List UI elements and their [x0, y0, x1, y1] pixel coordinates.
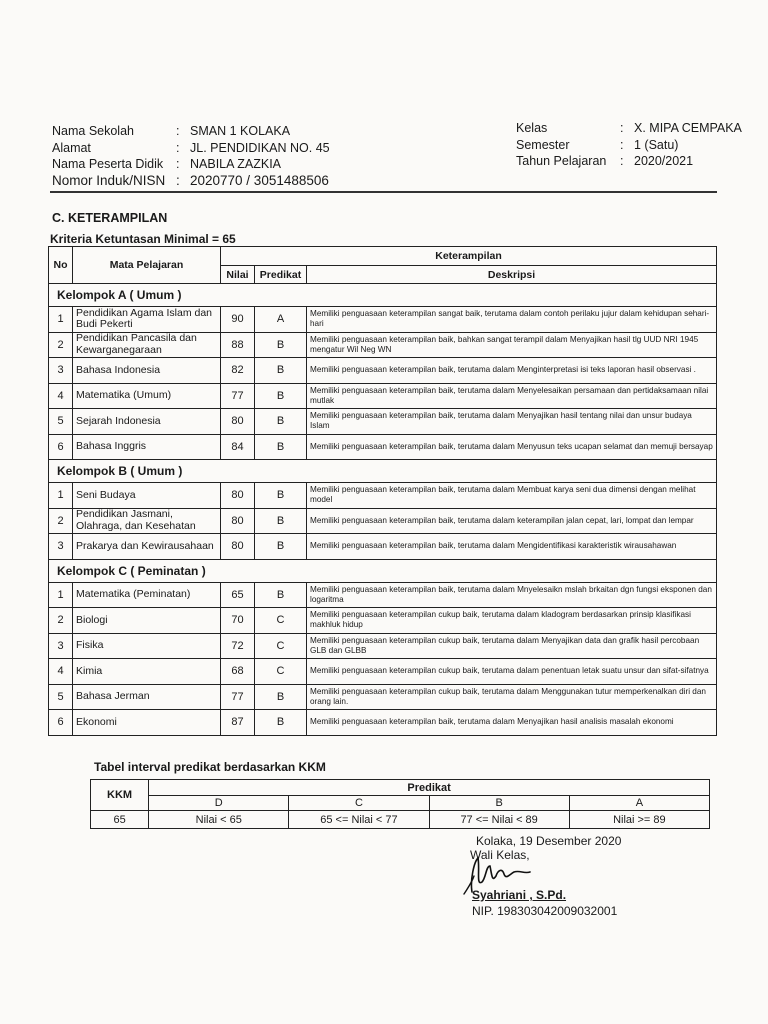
score-value: 87	[221, 710, 255, 736]
student-info-left	[52, 123, 350, 189]
info-separator: :	[176, 124, 180, 138]
predicate-value: C	[255, 659, 307, 685]
row-number: 6	[49, 710, 73, 736]
interval-grade-d: D	[149, 796, 289, 811]
info-label: Tahun Pelajaran	[516, 154, 607, 168]
interval-range-c: 65 <= Nilai < 77	[289, 811, 429, 829]
interval-grade-row	[91, 796, 710, 811]
row-number: 3	[49, 633, 73, 659]
skill-description: Memiliki penguasaan keterampilan cukup baik, terutama dalam kladogram berdasarkan prinsip klasifikasi makhluk hidup	[307, 608, 717, 634]
skill-description: Memiliki penguasaan keterampilan baik, terutama dalam Mnyelesaikn mslah brkaitan dgn fungsi eksponen dan logaritma	[307, 582, 717, 608]
interval-predicate-header: Predikat	[149, 780, 710, 796]
table-row	[49, 383, 717, 409]
table-row	[49, 684, 717, 710]
predicate-value: B	[255, 483, 307, 509]
interval-header-row	[91, 780, 710, 796]
info-separator: :	[620, 154, 624, 168]
info-label: Nomor Induk/NISN	[52, 172, 166, 188]
skill-description: Memiliki penguasaan keterampilan baik, terutama dalam Menginterpretasi isi teks laporan hasil observasi .	[307, 358, 717, 384]
interval-grade-a: A	[569, 796, 709, 811]
predicate-value: B	[255, 383, 307, 409]
table-header-row	[49, 247, 717, 266]
interval-table-title: Tabel interval predikat berdasarkan KKM	[94, 760, 326, 774]
info-separator: :	[620, 137, 624, 152]
info-student-name-row	[52, 156, 350, 173]
subject-name: Biologi	[73, 608, 221, 634]
info-label: Alamat	[52, 140, 91, 155]
group-title: Kelompok A ( Umum )	[49, 284, 717, 307]
predicate-value: C	[255, 608, 307, 634]
table-row	[49, 710, 717, 736]
signature-role: Wali Kelas,	[470, 848, 530, 862]
score-value: 80	[221, 409, 255, 435]
subject-name: Bahasa Jerman	[73, 684, 221, 710]
table-row	[49, 332, 717, 358]
section-title: C. KETERAMPILAN	[52, 211, 168, 225]
table-row	[49, 307, 717, 333]
predicate-value: B	[255, 684, 307, 710]
subject-name: Pendidikan Jasmani, Olahraga, dan Kesehatan	[73, 508, 221, 534]
skill-description: Memiliki penguasaan keterampilan baik, terutama dalam keterampilan jalan cepat, lari, lompat dan lempar	[307, 508, 717, 534]
score-value: 80	[221, 483, 255, 509]
info-address-row	[52, 140, 350, 157]
column-header-subject: Mata Pelajaran	[73, 247, 221, 284]
score-value: 77	[221, 383, 255, 409]
teacher-name: Syahriani , S.Pd.	[472, 888, 567, 902]
skill-description: Memiliki penguasaan keterampilan baik, terutama dalam Menyusun teks ucapan selamat dan memuji bersayap	[307, 434, 717, 460]
predicate-value: B	[255, 534, 307, 560]
skill-description: Memiliki penguasaan keterampilan cukup baik, terutama dalam Menggunakan tutur memperkenalkan diri dan orang lain.	[307, 684, 717, 710]
subject-name: Ekonomi	[73, 710, 221, 736]
table-row	[49, 409, 717, 435]
table-row	[49, 483, 717, 509]
kkm-criteria: Kriteria Ketuntasan Minimal = 65	[50, 232, 236, 246]
table-row	[49, 358, 717, 384]
score-value: 84	[221, 434, 255, 460]
table-row	[49, 434, 717, 460]
interval-kkm-header: KKM	[91, 780, 149, 811]
interval-grade-c: C	[289, 796, 429, 811]
skill-description: Memiliki penguasaan keterampilan sangat baik, terutama dalam contoh perilaku jujur dalam kehidupan sehari-hari	[307, 307, 717, 333]
grades-body	[49, 284, 717, 736]
column-header-skill: Keterampilan	[221, 247, 717, 266]
info-separator: :	[620, 121, 624, 135]
subject-name: Bahasa Inggris	[73, 434, 221, 460]
row-number: 4	[49, 659, 73, 685]
row-number: 1	[49, 483, 73, 509]
predicate-value: B	[255, 434, 307, 460]
score-value: 72	[221, 633, 255, 659]
info-label: Nama Sekolah	[52, 124, 134, 138]
info-semester-row	[516, 137, 742, 154]
interval-value-row	[91, 811, 710, 829]
header-divider	[50, 191, 717, 193]
row-number: 6	[49, 434, 73, 460]
interval-range-b: 77 <= Nilai < 89	[429, 811, 569, 829]
info-label: Semester	[516, 137, 570, 152]
predicate-value: B	[255, 409, 307, 435]
column-header-description: Deskripsi	[307, 266, 717, 284]
info-separator: :	[176, 140, 180, 155]
score-value: 68	[221, 659, 255, 685]
skill-description: Memiliki penguasaan keterampilan baik, terutama dalam Membuat karya seni dua dimensi dengan melihat model	[307, 483, 717, 509]
info-value: 1 (Satu)	[634, 137, 679, 152]
info-nisn-row	[52, 173, 350, 190]
skill-description: Memiliki penguasaan keterampilan baik, terutama dalam Menyajikan hasil tentang nilai dan unsur budaya Islam	[307, 409, 717, 435]
row-number: 3	[49, 358, 73, 384]
row-number: 1	[49, 307, 73, 333]
table-row	[49, 608, 717, 634]
interval-grade-b: B	[429, 796, 569, 811]
subject-name: Fisika	[73, 633, 221, 659]
student-info-right	[516, 120, 742, 170]
predicate-value: B	[255, 710, 307, 736]
table-row	[49, 633, 717, 659]
predicate-value: B	[255, 582, 307, 608]
skill-description: Memiliki penguasaan keterampilan baik, bahkan sangat terampil dalam Menyajikan hasil tlg UUD NRI 1945 mengatur Wil Neg WN	[307, 332, 717, 358]
info-year-row	[516, 153, 742, 170]
info-class-row	[516, 120, 742, 137]
table-row	[49, 582, 717, 608]
interval-kkm-value: 65	[91, 811, 149, 829]
score-value: 77	[221, 684, 255, 710]
group-title: Kelompok B ( Umum )	[49, 460, 717, 483]
subject-name: Seni Budaya	[73, 483, 221, 509]
score-value: 90	[221, 307, 255, 333]
info-value: SMAN 1 KOLAKA	[190, 124, 291, 138]
row-number: 3	[49, 534, 73, 560]
predicate-value: B	[255, 332, 307, 358]
subject-name: Kimia	[73, 659, 221, 685]
group-header-row	[49, 284, 717, 307]
score-value: 70	[221, 608, 255, 634]
group-header-row	[49, 559, 717, 582]
table-row	[49, 659, 717, 685]
group-header-row	[49, 460, 717, 483]
row-number: 5	[49, 684, 73, 710]
info-value: 2020770 / 3051488506	[190, 172, 329, 188]
skill-description: Memiliki penguasaan keterampilan cukup baik, terutama dalam penentuan letak suatu unsur dan sifat-sifatnya	[307, 659, 717, 685]
interval-range-d: Nilai < 65	[149, 811, 289, 829]
column-header-no: No	[49, 247, 73, 284]
info-separator: :	[176, 172, 180, 188]
skill-description: Memiliki penguasaan keterampilan baik, terutama dalam Menyelesaikan persamaan dan pertidaksamaan nilai mutlak	[307, 383, 717, 409]
column-header-predicate: Predikat	[255, 266, 307, 284]
row-number: 4	[49, 383, 73, 409]
column-header-score: Nilai	[221, 266, 255, 284]
subject-name: Matematika (Umum)	[73, 383, 221, 409]
score-value: 82	[221, 358, 255, 384]
row-number: 2	[49, 608, 73, 634]
predicate-value: B	[255, 508, 307, 534]
table-row	[49, 534, 717, 560]
subject-name: Pendidikan Agama Islam dan Budi Pekerti	[73, 307, 221, 333]
predicate-value: B	[255, 358, 307, 384]
score-value: 65	[221, 582, 255, 608]
predicate-value: A	[255, 307, 307, 333]
score-value: 80	[221, 508, 255, 534]
table-row	[49, 508, 717, 534]
skills-grade-table	[48, 246, 717, 736]
score-value: 88	[221, 332, 255, 358]
group-title: Kelompok C ( Peminatan )	[49, 559, 717, 582]
predicate-value: C	[255, 633, 307, 659]
row-number: 1	[49, 582, 73, 608]
predicate-interval-table	[90, 779, 710, 829]
info-label: Nama Peserta Didik	[52, 157, 164, 171]
row-number: 5	[49, 409, 73, 435]
info-value: X. MIPA CEMPAKA	[634, 121, 742, 135]
skill-description: Memiliki penguasaan keterampilan baik, terutama dalam Menyajikan hasil analisis masalah ekonomi	[307, 710, 717, 736]
skill-description: Memiliki penguasaan keterampilan baik, terutama dalam Mengidentifikasi karakteristik wirausahawan	[307, 534, 717, 560]
info-school-row	[52, 123, 350, 140]
skill-description: Memiliki penguasaan keterampilan cukup baik, terutama dalam Menyajikan data dan grafik hasil percobaan GLB dan GLBB	[307, 633, 717, 659]
subject-name: Bahasa Indonesia	[73, 358, 221, 384]
info-value: JL. PENDIDIKAN NO. 45	[190, 140, 330, 155]
info-separator: :	[176, 157, 180, 171]
info-value: NABILA ZAZKIA	[190, 157, 282, 171]
score-value: 80	[221, 534, 255, 560]
interval-range-a: Nilai >= 89	[569, 811, 709, 829]
info-label: Kelas	[516, 121, 548, 135]
info-value: 2020/2021	[634, 154, 694, 168]
signature-place-date: Kolaka, 19 Desember 2020	[476, 834, 622, 848]
row-number: 2	[49, 332, 73, 358]
row-number: 2	[49, 508, 73, 534]
teacher-nip: NIP. 198303042009032001	[472, 904, 618, 918]
subject-name: Sejarah Indonesia	[73, 409, 221, 435]
subject-name: Prakarya dan Kewirausahaan	[73, 534, 221, 560]
subject-name: Matematika (Peminatan)	[73, 582, 221, 608]
subject-name: Pendidikan Pancasila dan Kewarganegaraan	[73, 332, 221, 358]
